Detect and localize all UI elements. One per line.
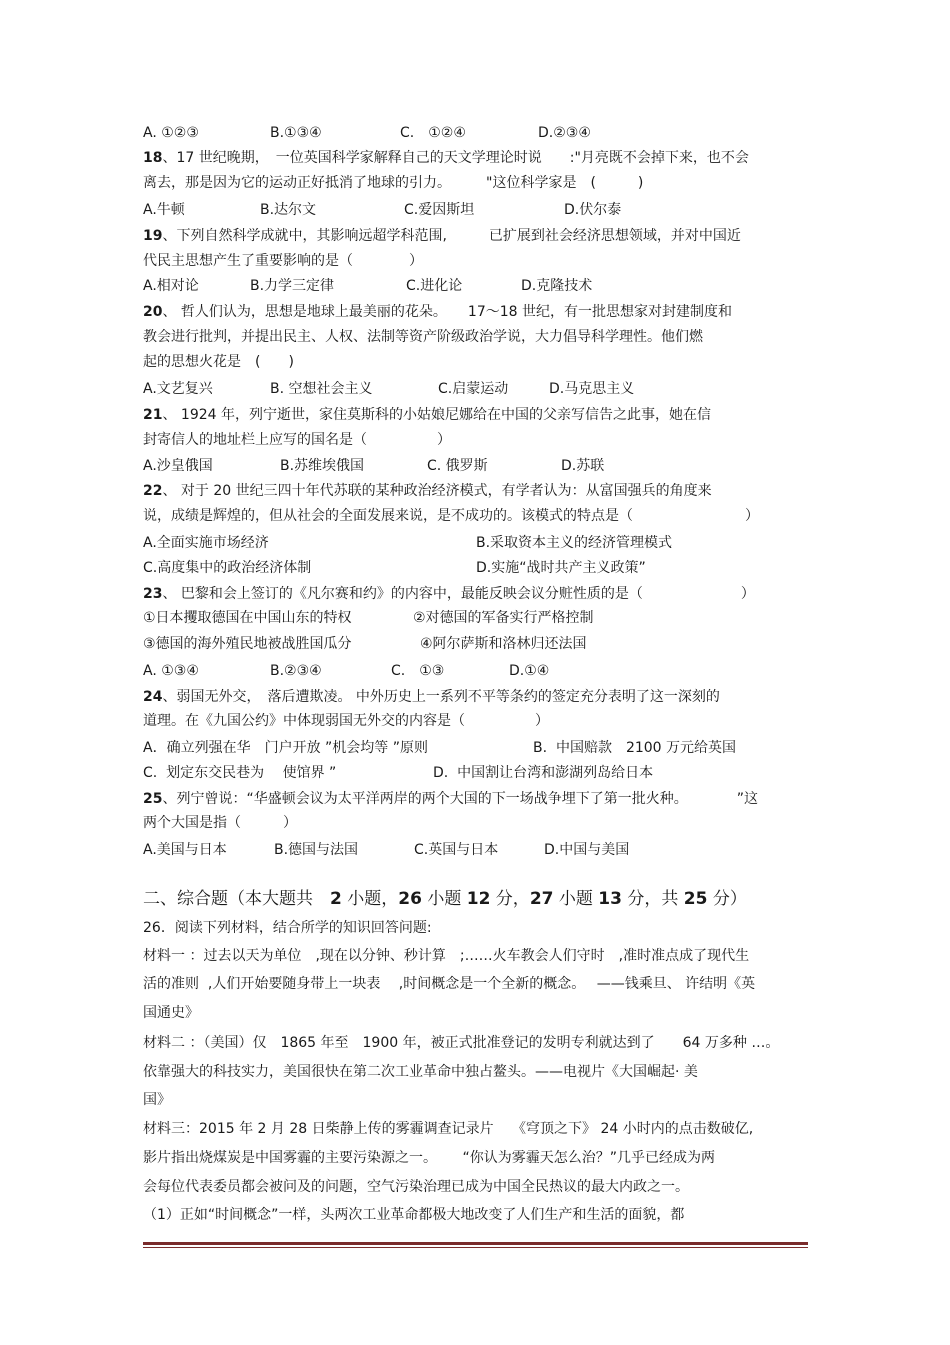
q25-line-2: 两个大国是指（ ） — [143, 815, 297, 831]
q24-options-row-2 — [143, 764, 823, 782]
q18-line-2: 离去，那是因为它的运动正好抵消了地球的引力。 "这位科学家是 ( ) — [143, 175, 644, 191]
q25-option-a: A.美国与日本 — [143, 842, 227, 858]
material-3-line-3: 会每位代表委员都会被问及的问题，空气污染治理已成为中国全民热议的最大内政之一。 — [143, 1179, 689, 1195]
q24-options-row-1 — [143, 739, 823, 757]
q25-text-1: 、列宁曾说：“华盛顿会议为太平洋两岸的两个大国的下一场战争埋下了第一批火种。 ”这 — [162, 791, 758, 807]
q18-line-1 — [143, 149, 749, 167]
q17-option-d: D.②③④ — [538, 125, 591, 141]
q25-option-b: B.德国与法国 — [274, 842, 359, 858]
material-3-line-2: 影片指出烧煤炭是中国雾霾的主要污染源之一。 “你认为雾霾天怎么治？”几乎已经成为两 — [143, 1150, 715, 1166]
q19-option-a: A.相对论 — [143, 278, 199, 294]
section-heading-text: 分， — [490, 889, 530, 909]
q23-item-4: ④阿尔萨斯和洛林归还法国 — [420, 636, 587, 652]
q25-line-1 — [143, 790, 758, 808]
q22-line-2: 说，成绩是辉煌的，但从社会的全面发展来说，是不成功的。该模式的特点是（ ） — [143, 508, 759, 524]
q20-option-d: D.马克思主义 — [549, 381, 635, 397]
q23-items-row-2 — [143, 635, 823, 653]
q23-line-1 — [143, 585, 755, 603]
q19-number: 19 — [143, 228, 163, 244]
footer-rule-thick — [143, 1242, 808, 1245]
section-heading-count: 2 — [330, 889, 342, 909]
q23-option-b: B.②③④ — [270, 663, 322, 679]
q24-text-1: 、弱国无外交， 落后遭欺凌。 中外历史上一系列不平等条约的签定充分表明了这一深刻的 — [162, 689, 720, 705]
q21-option-c: C. 俄罗斯 — [427, 458, 488, 474]
q22-option-a: A.全面实施市场经济 — [143, 535, 269, 551]
q19-option-b: B.力学三定律 — [250, 278, 335, 294]
q22-number: 22 — [143, 483, 163, 499]
section-heading-text: 分） — [707, 889, 747, 909]
q18-option-a: A.牛顿 — [143, 202, 185, 218]
q23-item-2: ②对德国的军备实行严格控制 — [413, 610, 594, 626]
q20-number: 20 — [143, 304, 163, 320]
q22-option-c: C.高度集中的政治经济体制 — [143, 560, 312, 576]
q25-option-c: C.英国与日本 — [414, 842, 499, 858]
q24-number: 24 — [143, 689, 163, 705]
q19-line-1 — [143, 227, 741, 245]
q25-options — [143, 841, 823, 859]
q19-line-2: 代民主思想产生了重要影响的是（ ） — [143, 253, 423, 269]
q26-intro: 26．阅读下列材料，结合所学的知识回答问题: — [143, 920, 432, 936]
q20-line-3: 起的思想火花是 ( ) — [143, 354, 294, 370]
section-heading-text: 二、综合题（本大题共 — [143, 889, 330, 909]
q17-option-a: A. ①②③ — [143, 125, 199, 141]
q21-option-b: B.苏维埃俄国 — [280, 458, 365, 474]
q20-line-1 — [143, 303, 732, 321]
q21-text-1: 、 1924 年，列宁逝世，家住莫斯科的小姑娘尼娜给在中国的父亲写信告之此事，她在信 — [162, 407, 712, 423]
section-heading-text: 小题 — [421, 889, 467, 909]
q22-line-1 — [143, 482, 712, 500]
section-heading-points: 13 — [598, 889, 622, 909]
q22-text-1: 、 对于 20 世纪三四十年代苏联的某种政治经济模式，有学者认为：从富国强兵的角度来 — [162, 483, 712, 499]
q22-options-row-1 — [143, 534, 823, 552]
q21-option-d: D.苏联 — [561, 458, 605, 474]
q21-options — [143, 457, 823, 475]
q23-option-d: D.①④ — [509, 663, 550, 679]
q20-option-a: A.文艺复兴 — [143, 381, 213, 397]
q22-option-d: D.实施“战时共产主义政策” — [476, 560, 646, 576]
q18-text-1: 、17 世纪晚期， 一位英国科学家解释自己的天文学理论时说 :"月亮既不会掉下来，也不会 — [162, 150, 749, 166]
q17-options — [143, 124, 823, 142]
material-2-line-2: 依靠强大的科技实力，美国很快在第二次工业革命中独占鳌头。——电视片《大国崛起· 美 — [143, 1064, 698, 1080]
section-heading-text: 小题 — [553, 889, 599, 909]
q20-option-c: C.启蒙运动 — [438, 381, 509, 397]
q26-subquestion-1: （1）正如“时间概念”一样，头两次工业革命都极大地改变了人们生产和生活的面貌，都 — [143, 1207, 685, 1223]
q20-options — [143, 380, 823, 398]
q23-item-1: ①日本攫取德国在中国山东的特权 — [143, 610, 352, 626]
q20-text-1: 、 哲人们认为，思想是地球上最美丽的花朵。 17～18 世纪，有一批思想家对封建制度和 — [162, 304, 733, 320]
footer-rule-thin — [143, 1247, 808, 1248]
q24-option-d: D. 中国割让台湾和澎湖列岛给日本 — [433, 765, 654, 781]
q19-text-1: 、下列自然科学成就中，其影响远超学科范围, 已扩展到社会经济思想领域，并对中国近 — [162, 228, 741, 244]
section-heading-total: 25 — [683, 889, 708, 909]
material-1-line-2: 活的准则 ,人们开始要随身带上一块表 ,时间概念是一个全新的概念。 ——钱乘旦、 许结明《英 — [143, 976, 756, 992]
material-1-line-3: 国通史》 — [143, 1005, 199, 1021]
q23-option-c: C. ①③ — [391, 663, 445, 679]
q22-options-row-2 — [143, 559, 823, 577]
q23-options — [143, 662, 823, 680]
q24-line-2: 道理。在《九国公约》中体现弱国无外交的内容是（ ） — [143, 713, 549, 729]
q19-option-c: C.进化论 — [406, 278, 463, 294]
q18-option-c: C.爱因斯坦 — [404, 202, 475, 218]
q18-option-b: B.达尔文 — [260, 202, 317, 218]
q21-number: 21 — [143, 407, 163, 423]
q24-line-1 — [143, 688, 720, 706]
q25-option-d: D.中国与美国 — [544, 842, 630, 858]
q20-line-2: 教会进行批判，并提出民主、人权、法制等资产阶级政治学说，大力倡导科学理性。他们燃 — [143, 329, 703, 345]
q21-line-2: 封寄信人的地址栏上应写的国名是（ ） — [143, 432, 451, 448]
q21-line-1 — [143, 406, 711, 424]
q17-option-c: C. ①②④ — [400, 125, 466, 141]
q23-option-a: A. ①③④ — [143, 663, 199, 679]
q23-item-3: ③德国的海外殖民地被战胜国瓜分 — [143, 636, 352, 652]
section-heading-text: 分，共 — [621, 889, 684, 909]
material-1-line-1: 材料一 ：过去以天为单位 ,现在以分钟、秒计算 ;……火车教会人们守时 ,准时准点成了现代生 — [143, 948, 750, 964]
q25-number: 25 — [143, 791, 163, 807]
q23-items-row-1 — [143, 609, 823, 627]
section-heading-q-number: 27 — [529, 889, 554, 909]
q23-number: 23 — [143, 586, 163, 602]
section-heading-points: 12 — [466, 889, 491, 909]
q19-option-d: D.克隆技术 — [521, 278, 593, 294]
q18-option-d: D.伏尔泰 — [564, 202, 622, 218]
q24-option-c: C. 划定东交民巷为 使馆界 ” — [143, 765, 337, 781]
q18-options — [143, 201, 823, 219]
q20-option-b: B. 空想社会主义 — [270, 381, 373, 397]
q22-option-b: B.采取资本主义的经济管理模式 — [476, 535, 673, 551]
q18-number: 18 — [143, 150, 163, 166]
section-heading-q-number: 26 — [398, 889, 422, 909]
q21-option-a: A.沙皇俄国 — [143, 458, 213, 474]
q17-option-b: B.①③④ — [270, 125, 322, 141]
q24-option-b: B. 中国赔款 2100 万元给英国 — [533, 740, 737, 756]
material-2-line-1: 材料二 ：（美国）仅 1865 年至 1900 年，被正式批准登记的发明专利就达到了 64 万多种 …。 — [143, 1035, 780, 1051]
q23-text-1: 、 巴黎和会上签订的《凡尔赛和约》的内容中，最能反映会议分赃性质的是（ ） — [162, 586, 755, 602]
section-heading-text: 小题， — [341, 889, 399, 909]
material-3-line-1: 材料三：2015 年 2 月 28 日柴静上传的雾霾调查记录片 《穹顶之下》 24 小时内的点击数破亿, — [143, 1121, 754, 1137]
q19-options — [143, 277, 823, 295]
section-2-heading — [143, 888, 747, 910]
material-2-line-3: 国》 — [143, 1092, 171, 1108]
q24-option-a: A．确立列强在华 门户开放 ”机会均等 ”原则 — [143, 740, 428, 756]
